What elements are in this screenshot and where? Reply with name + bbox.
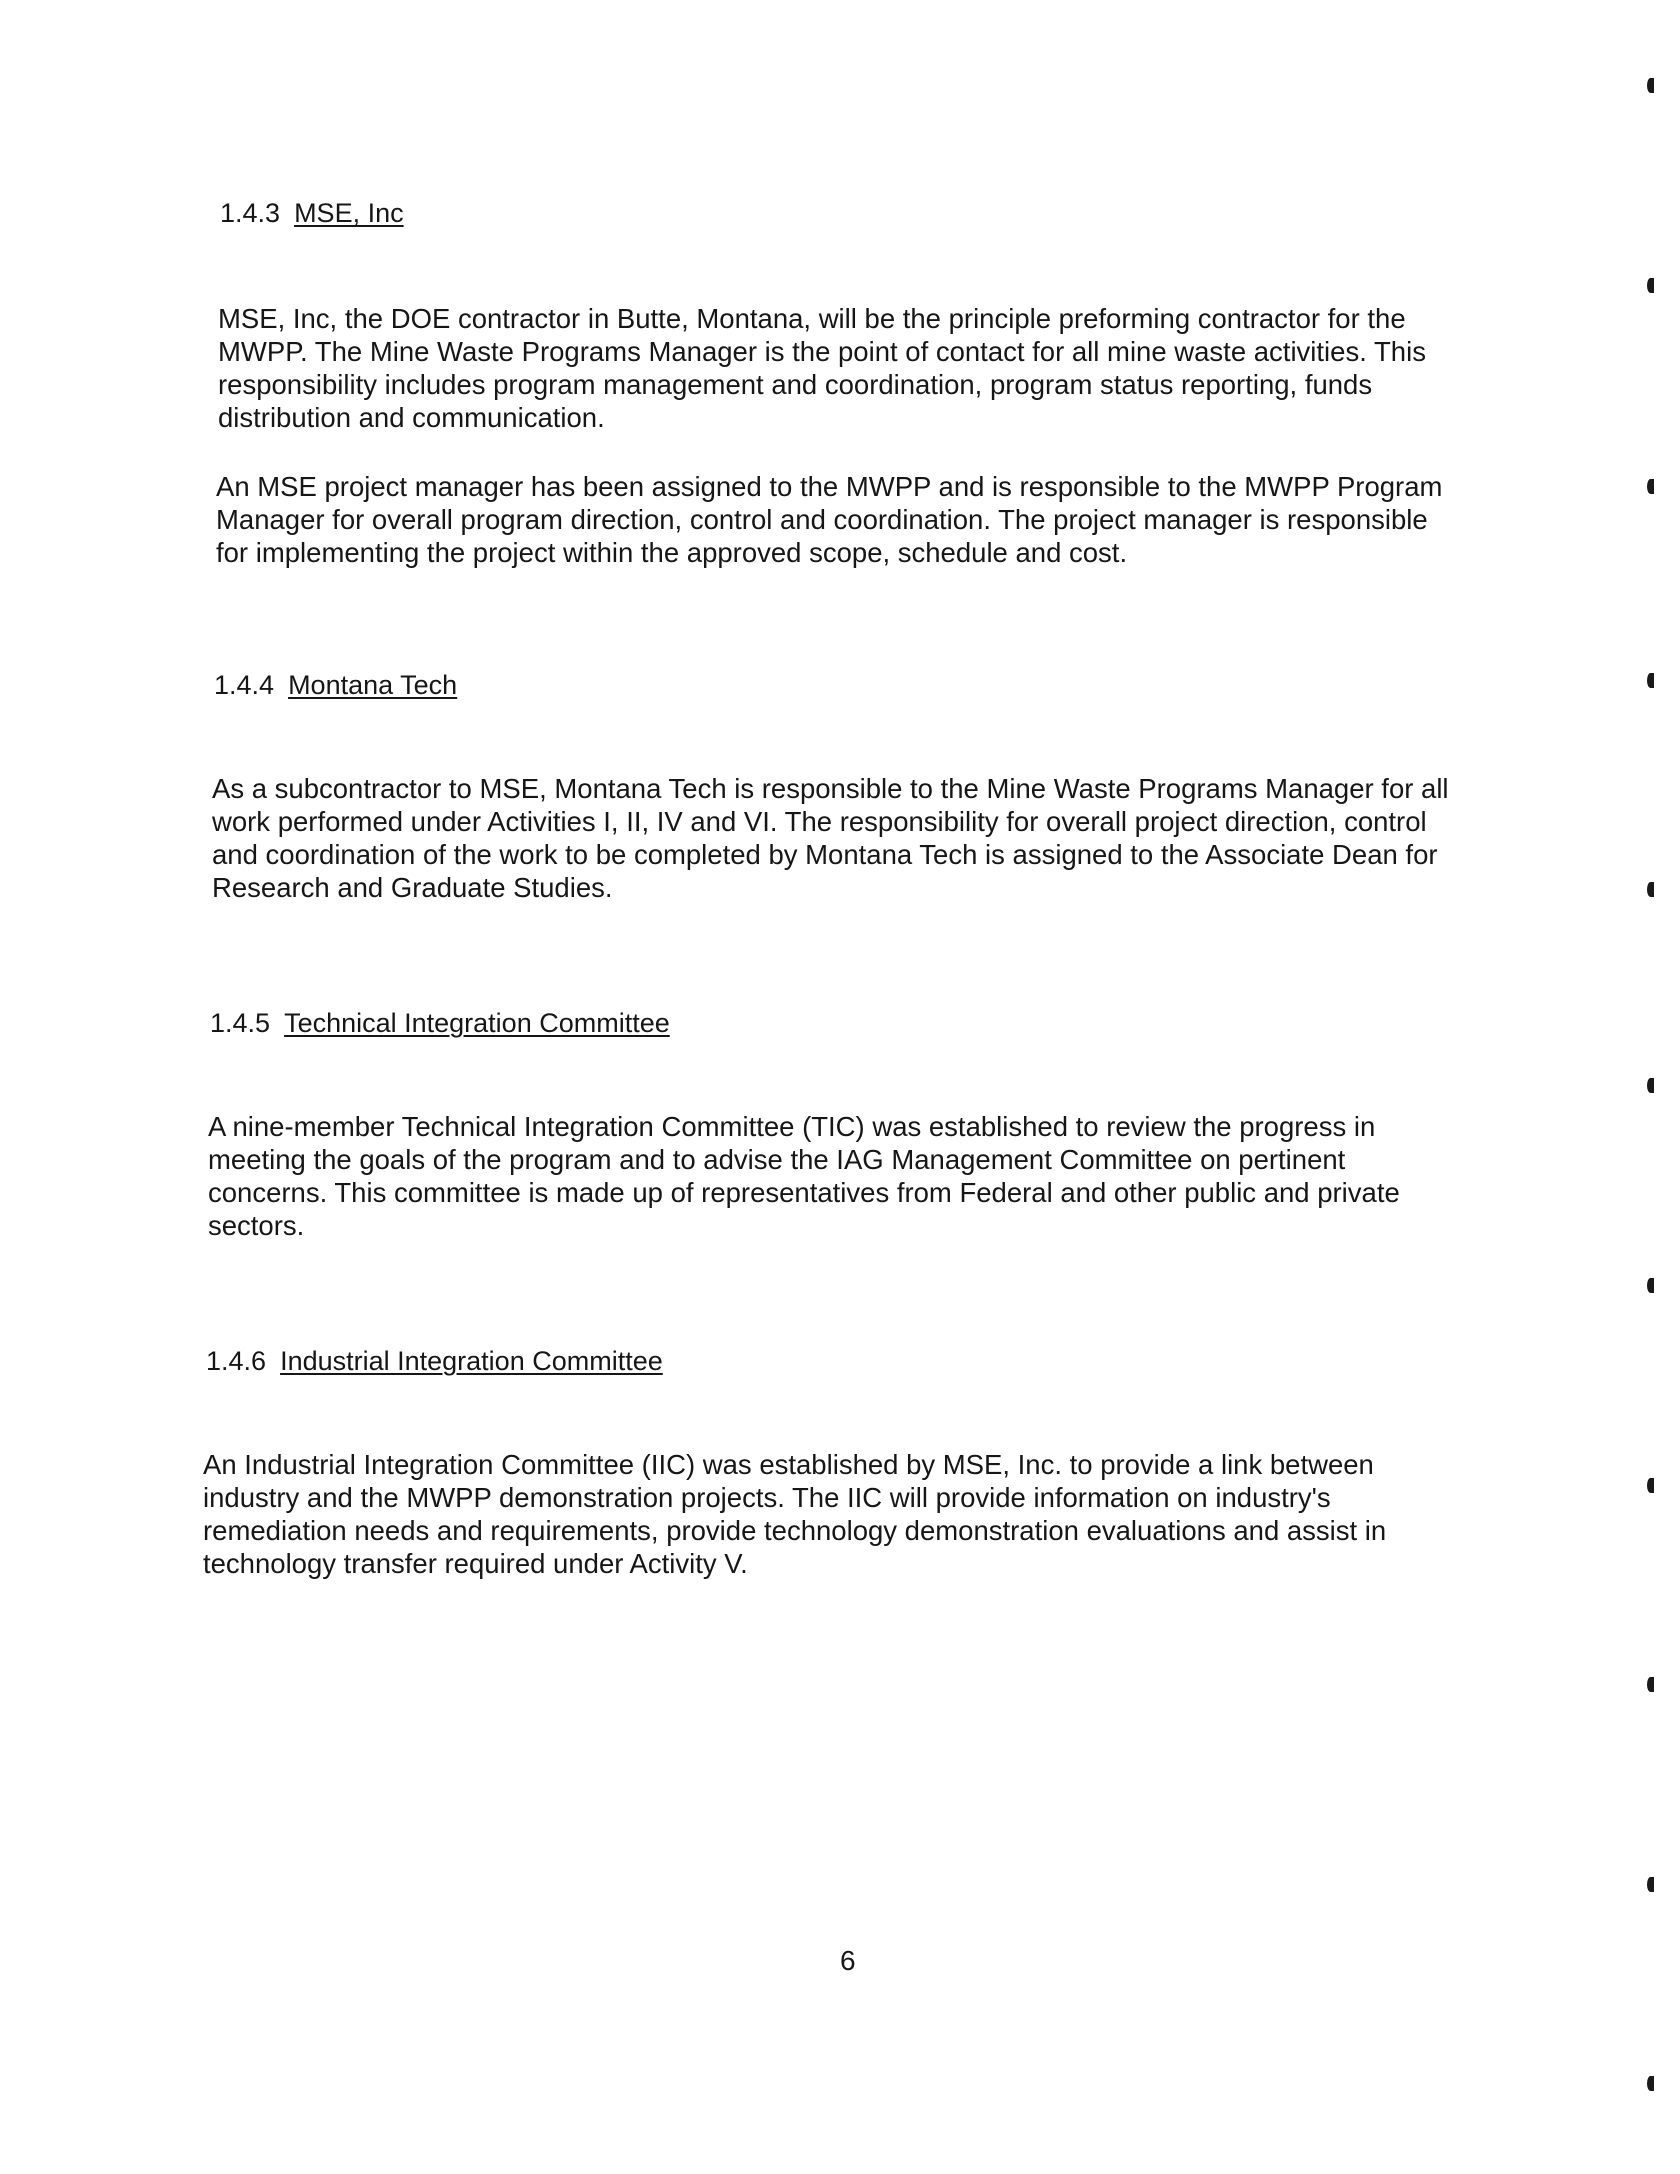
section-title: Montana Tech [288, 670, 458, 700]
page-number: 6 [840, 1945, 856, 1976]
section-title: Industrial Integration Committee [280, 1346, 663, 1376]
section-heading-1-4-6 [206, 1344, 663, 1378]
scan-margin-mark [1647, 882, 1654, 897]
scan-margin-mark [1647, 1877, 1654, 1892]
text-line: work performed under Activities I, II, IV and VI. The responsibility for overall project direction, control [212, 806, 1427, 837]
text-line: distribution and communication. [218, 402, 605, 433]
scan-margin-mark [1647, 1677, 1654, 1692]
paragraph-industrial-integration [203, 1448, 1386, 1580]
paragraph-mse-project-manager [216, 470, 1442, 569]
scan-margin-mark [1647, 1078, 1654, 1093]
section-number: 1.4.4 [214, 670, 275, 700]
paragraph-montana-tech [212, 772, 1449, 904]
text-line: Research and Graduate Studies. [212, 872, 613, 903]
scan-margin-mark [1647, 78, 1654, 93]
text-line: and coordination of the work to be completed by Montana Tech is assigned to the Associate Dean for [212, 839, 1438, 870]
text-line: An Industrial Integration Committee (IIC) was established by MSE, Inc. to provide a link between [203, 1449, 1374, 1480]
scan-margin-mark [1647, 479, 1654, 494]
text-line: technology transfer required under Activity V. [203, 1548, 748, 1579]
section-heading-1-4-4 [214, 668, 457, 702]
scan-margin-mark [1647, 278, 1654, 293]
section-number: 1.4.3 [220, 198, 281, 228]
paragraph-technical-integration [208, 1110, 1400, 1242]
scan-margin-mark [1647, 1278, 1654, 1293]
paragraph-mse-contractor [218, 302, 1426, 434]
scan-margin-mark [1647, 1478, 1654, 1493]
text-line: for implementing the project within the approved scope, schedule and cost. [216, 537, 1128, 568]
text-line: sectors. [208, 1210, 305, 1241]
text-line: An MSE project manager has been assigned to the MWPP and is responsible to the MWPP Program [216, 471, 1443, 502]
section-number: 1.4.5 [210, 1008, 271, 1038]
scan-margin-mark [1647, 673, 1654, 688]
text-line: remediation needs and requirements, provide technology demonstration evaluations and assist in [203, 1515, 1387, 1546]
section-title: Technical Integration Committee [284, 1008, 670, 1038]
text-line: MSE, Inc, the DOE contractor in Butte, Montana, will be the principle preforming contractor for the [218, 303, 1406, 334]
section-heading-1-4-5 [210, 1006, 670, 1040]
text-line: As a subcontractor to MSE, Montana Tech is responsible to the Mine Waste Programs Manager for all [212, 773, 1449, 804]
text-line: Manager for overall program direction, control and coordination. The project manager is responsible [216, 504, 1428, 535]
text-line: industry and the MWPP demonstration projects. The IIC will provide information on industry's [203, 1482, 1331, 1513]
text-line: MWPP. The Mine Waste Programs Manager is the point of contact for all mine waste activities. This [218, 336, 1426, 367]
text-line: responsibility includes program management and coordination, program status reporting, funds [218, 369, 1373, 400]
section-title: MSE, Inc [294, 198, 404, 228]
section-heading-1-4-3 [220, 196, 404, 230]
text-line: meeting the goals of the program and to advise the IAG Management Committee on pertinent [208, 1144, 1346, 1175]
text-line: concerns. This committee is made up of representatives from Federal and other public and private [208, 1177, 1400, 1208]
section-number: 1.4.6 [206, 1346, 267, 1376]
text-line: A nine-member Technical Integration Committee (TIC) was established to review the progress in [208, 1111, 1376, 1142]
scan-margin-mark [1647, 2076, 1654, 2091]
